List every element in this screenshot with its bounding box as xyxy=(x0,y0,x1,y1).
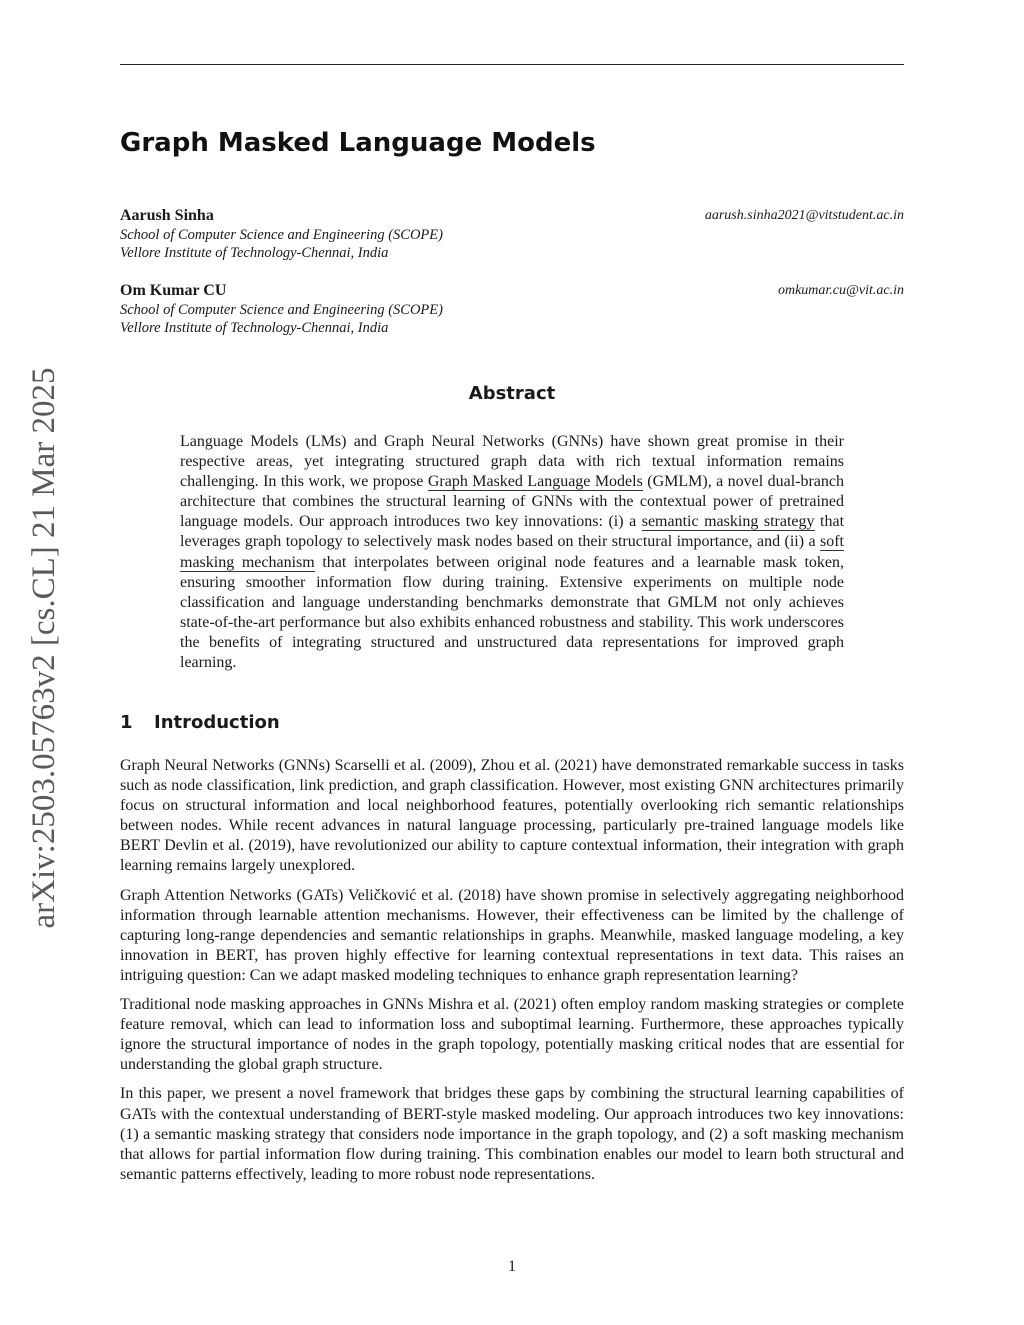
paragraph: Graph Neural Networks (GNNs) Scarselli et al. (2009), Zhou et al. (2021) have demonstrated remarkable success in tasks such as node classification, link prediction, and graph classification. However, most existing GNN architectures primarily focus on structural information and local neighborhood features, potentially overlooking rich semantic relationships between nodes. While recent advances in natural language processing, particularly pre-trained language models like BERT Devlin et al. (2019), have revolutionized our ability to capture contextual information, their integration with graph learning remains largely unexplored. xyxy=(120,757,904,875)
author-affiliation: School of Computer Science and Engineering (SCOPE) xyxy=(120,302,443,318)
abstract-heading: Abstract xyxy=(468,383,556,404)
header-rule xyxy=(120,64,904,65)
author-name: Om Kumar CU xyxy=(120,282,227,299)
author-affiliation: Vellore Institute of Technology-Chennai, India xyxy=(120,245,389,261)
author-affiliation: School of Computer Science and Engineering (SCOPE) xyxy=(120,227,443,243)
author-name: Aarush Sinha xyxy=(120,207,214,224)
author-email[interactable]: aarush.sinha2021@vitstudent.ac.in xyxy=(704,208,904,223)
semantic-masking-link[interactable]: semantic masking strategy xyxy=(641,513,815,531)
author-block-2 xyxy=(120,281,904,337)
paper-title: Graph Masked Language Models xyxy=(120,128,596,158)
abstract-segment: Language Models (LMs) and Graph Neural Networks (GNNs) have shown great promise in their respective areas, yet integrating structured graph data with rich textual information remains challenging. In this work, we propose xyxy=(180,433,844,491)
author-affiliation: Vellore Institute of Technology-Chennai, India xyxy=(120,320,389,336)
abstract-text xyxy=(180,432,844,673)
author-block-1 xyxy=(120,206,904,262)
page-number: 1 xyxy=(508,1258,516,1275)
abstract-segment: that leverages graph topology to selectively mask nodes based on their structural importance, and (ii) a xyxy=(180,513,845,551)
paragraph: In this paper, we present a novel framework that bridges these gaps by combining the structural learning capabilities of GATs with the contextual understanding of BERT-style masked modeling. Our approach introduces two key innovations: (1) a semantic masking strategy that considers node importance in the graph topology, and (2) a soft masking mechanism that allows for partial information flow during training. This combination enables our model to learn both structural and semantic patterns effectively, leading to more robust node representations. xyxy=(120,1085,904,1183)
author-email[interactable]: omkumar.cu@vit.ac.in xyxy=(777,283,904,298)
introduction-body xyxy=(120,756,904,1194)
soft-masking-link[interactable]: soft masking mechanism xyxy=(180,533,844,571)
paragraph: Traditional node masking approaches in GNNs Mishra et al. (2021) often employ random masking strategies or complete feature removal, which can lead to information loss and suboptimal learning. Furthermore, these approaches typically ignore the structural importance of nodes in the graph topology, potentially masking critical nodes that are essential for understanding the global graph structure. xyxy=(120,996,904,1074)
gmlm-link[interactable]: Graph Masked Language Models xyxy=(427,473,643,491)
section-title: Introduction xyxy=(154,712,280,733)
arxiv-stamp: arXiv:2503.05763v2 [cs.CL] 21 Mar 2025 xyxy=(26,367,62,929)
paragraph: Graph Attention Networks (GATs) Veličković et al. (2018) have shown promise in selectively aggregating neighborhood information through learnable attention mechanisms. However, their effectiveness can be limited by the challenge of capturing long-range dependencies and semantic relationships in graphs. Meanwhile, masked language modeling, a key innovation in BERT, has proven highly effective for learning contextual representations in text data. This raises an intriguing question: Can we adapt masked modeling techniques to enhance graph representation learning? xyxy=(120,886,904,984)
section-number: 1 xyxy=(120,712,133,733)
abstract-segment: that interpolates between original node features and a learnable mask token, ensuring smoother information flow during training. Extensive experiments on multiple node classification and language understanding benchmarks demonstrate that GMLM not only achieves state-of-the-art performance but also exhibits enhanced robustness and stability. This work underscores the benefits of integrating structured and unstructured data representations for improved graph learning. xyxy=(180,553,844,672)
section-heading xyxy=(120,712,280,733)
abstract-segment: (GMLM), a novel dual-branch architecture that combines the structural learning of GNNs with the contextual power of pretrained language models. Our approach introduces two key innovations: (i) a xyxy=(180,473,845,531)
